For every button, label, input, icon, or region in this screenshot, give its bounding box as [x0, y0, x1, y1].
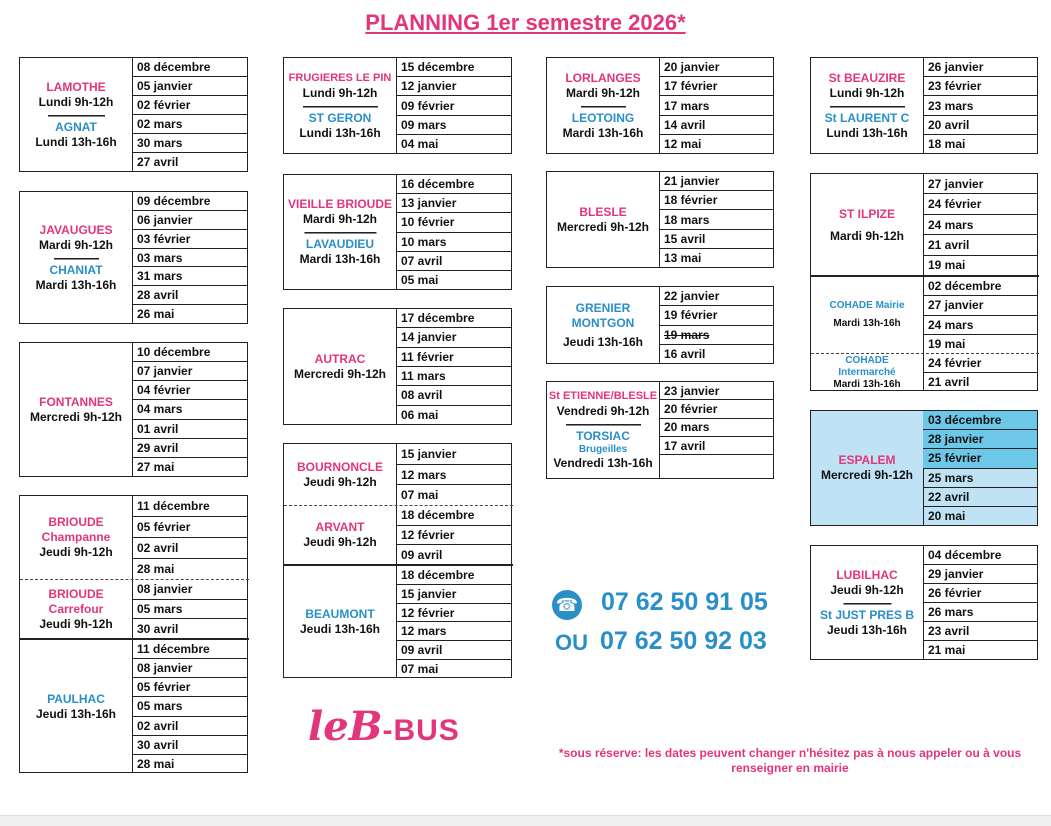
town-name: VIEILLE BRIOUDE	[287, 197, 392, 211]
block-javaugues	[19, 191, 248, 324]
separator: -------------------------	[565, 417, 641, 431]
date-cell: 18 décembre	[396, 506, 511, 526]
logo-bus: -BUS	[382, 714, 460, 747]
block-label	[284, 58, 397, 153]
date-list	[132, 58, 247, 171]
date-cell: 19 mai	[928, 336, 966, 351]
date-cell: 12 mars	[396, 465, 511, 486]
schedule: Mercredi 9h-12h	[29, 409, 123, 424]
separator: -------------------	[47, 107, 105, 122]
phone-number-2[interactable]: 07 62 50 92 03	[600, 627, 767, 655]
block-label	[811, 174, 924, 275]
date-cell: 08 janvier	[132, 659, 247, 678]
schedule: Mercredi 9h-12h	[293, 366, 387, 381]
date-cell: 15 janvier	[396, 444, 511, 465]
town-name: LEOTOING	[571, 110, 635, 125]
block-label	[284, 309, 397, 424]
date-cell: 04 février	[132, 381, 247, 400]
date-cell: 11 décembre	[132, 640, 247, 659]
schedule: Mardi 13h-16h	[562, 125, 644, 140]
schedule: Jeudi 13h-16h	[35, 706, 117, 721]
schedule: Mardi 9h-12h	[302, 212, 377, 226]
schedule: Jeudi 9h-12h	[303, 474, 377, 489]
date-list	[132, 192, 247, 323]
date-cell: 27 mai	[137, 459, 175, 474]
date-cell: 15 décembre	[396, 58, 511, 77]
town-name: BOURNONCLE	[297, 459, 383, 474]
block-label	[811, 546, 924, 659]
date-cell: 26 janvier	[923, 58, 1037, 77]
date-cell: 06 janvier	[132, 211, 247, 230]
date-cell: 02 février	[132, 96, 247, 115]
town-name: LORLANGES	[565, 70, 641, 85]
separator: -------------------------	[829, 98, 905, 113]
date-cell: 19 février	[659, 306, 773, 325]
block-espalem	[810, 410, 1038, 526]
schedule: Jeudi 9h-12h	[303, 535, 377, 549]
block-label	[284, 506, 397, 564]
date-cell: 26 février	[923, 584, 1037, 603]
block-label	[547, 382, 660, 478]
town-name: BRIOUDE	[48, 586, 104, 601]
date-list	[923, 58, 1037, 153]
schedule: Lundi 9h-12h	[38, 94, 114, 109]
date-cell: 03 février	[132, 230, 247, 249]
town-name: AGNAT	[55, 119, 97, 134]
date-cell: 20 mai	[928, 508, 966, 523]
town-name: BEAUMONT	[305, 607, 375, 621]
block-vieille-brioude	[283, 174, 512, 290]
date-cell: 21 mai	[928, 643, 966, 657]
date-cell: 30 avril	[132, 736, 247, 755]
schedule: Lundi 13h-16h	[35, 134, 117, 149]
town-name: BLESLE	[579, 204, 627, 219]
date-cell: 24 février	[923, 194, 1037, 214]
town-name: LAVAUDIEU	[305, 237, 375, 251]
town-sub: Brugeilles	[578, 444, 628, 455]
date-cell: 09 mars	[396, 116, 511, 135]
disclaimer-note: *sous réserve: les dates peuvent changer n'hésitez pas à nous appeler ou à vous renseigner en mairie	[558, 746, 1022, 775]
date-list	[659, 172, 773, 267]
or-label: OU	[555, 630, 588, 655]
date-cell: 05 mars	[132, 600, 247, 620]
block-label	[284, 444, 397, 505]
date-cell: 04 décembre	[923, 546, 1037, 565]
date-cell: 27 janvier	[923, 296, 1037, 315]
date-cell: 17 avril	[659, 437, 773, 455]
date-list	[396, 175, 511, 289]
date-cell: 10 décembre	[132, 343, 247, 362]
block-lorlanges	[546, 57, 774, 154]
phone-icon: ☎	[552, 590, 582, 620]
date-cell: 29 janvier	[923, 565, 1037, 584]
date-cell: 13 janvier	[396, 194, 511, 213]
town-name: CHANIAT	[49, 262, 103, 277]
bottom-scroll-bar	[0, 815, 1051, 826]
date-cell: 30 avril	[137, 621, 179, 636]
date-cell: 07 janvier	[132, 362, 247, 381]
date-cell: 05 février	[132, 678, 247, 697]
date-list	[923, 411, 1037, 525]
date-cell: 22 janvier	[659, 287, 773, 306]
date-cell: 28 mai	[137, 562, 175, 576]
date-cell: 03 décembre	[923, 411, 1037, 430]
date-list	[396, 444, 511, 505]
date-cell: 09 avril	[401, 547, 443, 562]
date-cell: 19 mai	[928, 258, 966, 273]
town-name: PAULHAC	[47, 691, 105, 706]
town-name: ST ILPIZE	[838, 206, 895, 221]
le-bus-logo	[308, 703, 460, 750]
block-st-beauzire	[810, 57, 1038, 154]
block-frugieres	[283, 57, 512, 154]
date-cell: 05 mai	[401, 272, 439, 287]
block-lubilhac	[810, 545, 1038, 660]
separator: ---------------	[53, 250, 99, 265]
schedule: Jeudi 9h-12h	[830, 582, 904, 597]
block-label	[547, 287, 660, 363]
town-name: St LAURENT C	[824, 110, 910, 125]
date-cell: 13 mai	[664, 250, 702, 265]
date-cell: 12 février	[396, 604, 511, 623]
date-cell: 11 mars	[396, 367, 511, 386]
block-grenier	[546, 286, 774, 364]
date-cell: 05 janvier	[132, 77, 247, 96]
schedule: Mardi 13h-16h	[35, 277, 117, 292]
date-cell: 08 janvier	[132, 580, 247, 600]
date-cell: 21 avril	[923, 235, 1037, 255]
schedule: Jeudi 13h-16h	[562, 334, 644, 349]
separator: ------------------------	[304, 225, 376, 239]
date-cell: 16 décembre	[396, 175, 511, 194]
block-fontannes	[19, 342, 248, 477]
town-name: BRIOUDE	[48, 515, 104, 529]
schedule: Mardi 9h-12h	[565, 85, 640, 100]
date-cell: 14 janvier	[396, 328, 511, 347]
date-cell: 21 janvier	[659, 172, 773, 191]
block-label	[20, 58, 133, 171]
logo-b: B	[348, 703, 383, 750]
date-list	[132, 496, 247, 579]
date-cell: 09 décembre	[132, 192, 247, 211]
block-label	[811, 277, 924, 353]
town-name: COHADE Mairie	[829, 300, 905, 311]
date-cell	[659, 455, 773, 478]
date-cell: 02 mars	[132, 115, 247, 134]
date-cell: 20 janvier	[659, 58, 773, 77]
date-cell: 23 février	[923, 77, 1037, 96]
date-cell: 17 mars	[659, 96, 773, 115]
schedule: Lundi 13h-16h	[299, 125, 381, 140]
date-cell: 15 avril	[659, 230, 773, 249]
town-name: AUTRAC	[314, 351, 366, 366]
schedule: Vendredi 9h-12h	[556, 404, 650, 418]
date-cell: 18 février	[659, 191, 773, 210]
block-label	[811, 58, 924, 153]
date-list	[396, 506, 511, 564]
date-cell: 31 mars	[132, 267, 247, 286]
date-cell: 26 mars	[923, 603, 1037, 622]
date-list	[396, 566, 511, 678]
schedule: Mardi 13h-16h	[833, 318, 901, 329]
town-name: St ETIENNE/BLESLE	[548, 390, 658, 402]
date-cell: 28 janvier	[923, 430, 1037, 449]
town-name: JAVAUGUES	[39, 222, 113, 237]
date-list	[659, 58, 773, 153]
date-cell: 07 mai	[401, 662, 439, 677]
date-cell: 17 décembre	[396, 309, 511, 328]
date-cell: 05 mars	[132, 697, 247, 716]
date-cell: 12 février	[396, 526, 511, 546]
date-list	[923, 277, 1037, 353]
date-cell: 24 mars	[923, 215, 1037, 235]
date-cell: 09 février	[396, 96, 511, 115]
block-label	[811, 411, 924, 525]
town-name: St JUST PRES B	[819, 607, 915, 622]
block-lamothe	[19, 57, 248, 172]
town-name: ESPALEM	[838, 453, 896, 467]
date-cell: 18 mai	[928, 136, 966, 151]
schedule: Mercredi 9h-12h	[556, 219, 650, 234]
town-name: FRUGIERES LE PIN	[288, 71, 392, 84]
date-cell: 23 janvier	[659, 382, 773, 400]
schedule: Mardi 13h-16h	[299, 252, 381, 266]
schedule: Jeudi 13h-16h	[826, 622, 908, 637]
date-cell: 07 mai	[401, 488, 439, 503]
date-cell: 01 avril	[132, 420, 247, 439]
date-cell: 05 février	[132, 517, 247, 538]
block-label	[20, 192, 133, 323]
date-cell: 25 mars	[923, 469, 1037, 488]
date-cell: 17 février	[659, 77, 773, 96]
date-list	[923, 174, 1037, 275]
date-cell: 28 mai	[137, 756, 175, 771]
date-cell: 27 janvier	[923, 174, 1037, 194]
date-cell: 12 janvier	[396, 77, 511, 96]
town-name: LUBILHAC	[836, 567, 898, 582]
date-list	[923, 546, 1037, 659]
date-cell: 24 mars	[923, 316, 1037, 335]
block-label	[811, 354, 924, 391]
block-label	[284, 175, 397, 289]
date-cell: 25 février	[923, 449, 1037, 468]
block-blesle	[546, 171, 774, 268]
date-list	[396, 309, 511, 424]
date-cell: 20 avril	[923, 116, 1037, 135]
block-label	[20, 343, 133, 476]
date-cell: 24 février	[923, 354, 1037, 373]
block-label	[284, 566, 397, 678]
town-sub: Intermarché	[838, 366, 896, 378]
block-st-ilpize-cohade	[810, 173, 1038, 391]
date-cell: 14 avril	[659, 116, 773, 135]
date-cell: 20 mars	[659, 419, 773, 437]
schedule: Vendredi 13h-16h	[553, 456, 653, 470]
schedule: Jeudi 9h-12h	[39, 616, 113, 631]
date-cell: 20 février	[659, 400, 773, 418]
date-cell: 16 avril	[664, 346, 706, 361]
schedule: Lundi 13h-16h	[826, 125, 908, 140]
date-cell: 02 avril	[132, 717, 247, 736]
date-list	[132, 580, 247, 638]
date-cell: 22 avril	[923, 488, 1037, 507]
date-cell: 02 avril	[132, 538, 247, 559]
date-cell: 18 mars	[659, 210, 773, 229]
date-cell: 08 décembre	[132, 58, 247, 77]
separator: ----------------	[843, 595, 891, 610]
town-name: ST GERON	[308, 110, 372, 125]
block-label	[20, 640, 133, 773]
date-cell: 06 mai	[401, 407, 439, 422]
town-name: MONTGON	[571, 315, 635, 330]
date-list	[659, 382, 773, 478]
date-cell: 30 mars	[132, 134, 247, 153]
schedule: Lundi 9h-12h	[829, 85, 905, 100]
date-cell: 23 avril	[923, 622, 1037, 641]
block-autrac	[283, 308, 512, 425]
page-title: PLANNING 1er semestre 2026*	[365, 10, 686, 35]
date-cell: 03 mars	[132, 249, 247, 268]
date-cell: 07 avril	[396, 252, 511, 271]
date-cell: 10 février	[396, 213, 511, 232]
date-cell: 27 avril	[137, 155, 179, 169]
date-cell: 04 mai	[401, 136, 439, 151]
block-label	[20, 580, 133, 638]
schedule: Mardi 13h-16h	[833, 378, 901, 390]
date-cell: 15 janvier	[396, 585, 511, 604]
block-label	[547, 58, 660, 153]
date-cell: 18 décembre	[396, 566, 511, 585]
date-cell: 12 mars	[396, 622, 511, 641]
separator: -------------------------	[302, 98, 378, 113]
town-name: TORSIAC	[576, 429, 630, 443]
date-cell: 02 décembre	[923, 277, 1037, 296]
date-cell: 04 mars	[132, 400, 247, 419]
date-cell: 11 décembre	[132, 496, 247, 517]
date-list	[659, 287, 773, 363]
town-name: ARVANT	[315, 520, 365, 534]
date-cell: 12 mai	[664, 136, 702, 151]
town-name: LAMOTHE	[46, 79, 106, 94]
schedule: Mardi 9h-12h	[38, 237, 113, 252]
date-cell: 08 avril	[396, 386, 511, 405]
town-sub: Champanne	[41, 530, 111, 544]
town-sub: Carrefour	[48, 601, 104, 616]
date-list	[923, 354, 1037, 391]
date-list	[396, 58, 511, 153]
date-list	[132, 343, 247, 476]
date-cell: 28 avril	[132, 286, 247, 305]
schedule: Jeudi 9h-12h	[39, 545, 113, 559]
date-cell: 26 mai	[137, 307, 175, 322]
block-st-etienne	[546, 381, 774, 479]
date-cell: 29 avril	[132, 439, 247, 458]
date-cell: 10 mars	[396, 233, 511, 252]
block-label	[20, 496, 133, 579]
schedule: Mercredi 9h-12h	[820, 468, 914, 482]
town-name: FONTANNES	[39, 394, 113, 409]
separator: ---------------	[580, 98, 626, 113]
date-list	[132, 640, 247, 773]
town-name: COHADE	[845, 354, 889, 366]
date-cell: 11 février	[396, 348, 511, 367]
block-bournoncle-beaumont	[283, 443, 512, 678]
block-brioude-paulhac	[19, 495, 248, 773]
date-cell-cancelled: 19 mars	[659, 326, 773, 345]
date-cell: 21 avril	[928, 375, 970, 389]
schedule: Jeudi 13h-16h	[299, 622, 381, 636]
town-name: St BEAUZIRE	[828, 70, 906, 85]
logo-le: le	[308, 703, 349, 750]
schedule: Mardi 9h-12h	[829, 228, 904, 243]
schedule: Lundi 9h-12h	[302, 85, 378, 100]
town-name: GRENIER	[575, 300, 631, 315]
phone-number-1[interactable]: 07 62 50 91 05	[601, 588, 768, 616]
date-cell: 09 avril	[396, 641, 511, 660]
block-label	[547, 172, 660, 267]
date-cell: 23 mars	[923, 96, 1037, 115]
